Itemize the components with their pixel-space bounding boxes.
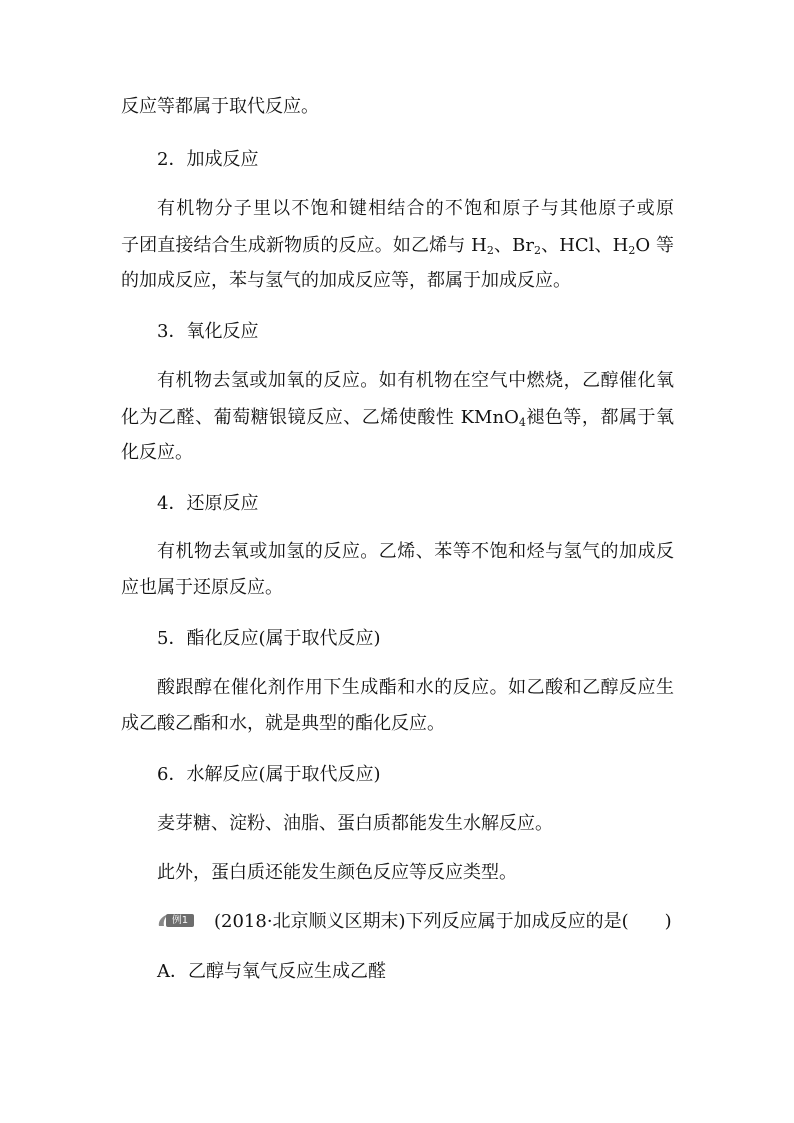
example-question-text: (2018·北京顺义区期末)下列反应属于加成反应的是( ) — [214, 911, 672, 932]
paragraph-line: 有机物去氧或加氢的反应。乙烯、苯等不饱和烃与氢气的加成反 — [157, 541, 674, 562]
paragraph-line: 子团直接结合生成新物质的反应。如乙烯与 $H_2$、$Br_2$、HCl、$H_2O$ 等 — [121, 235, 674, 257]
paragraph-line: 麦芽糖、淀粉、油脂、蛋白质都能发生水解反应。 — [157, 813, 553, 834]
section-heading-esterification: 5．酯化反应(属于取代反应) — [157, 628, 381, 649]
example-badge-label: 例1 — [166, 914, 194, 927]
paragraph-line: 有机物去氢或加氧的反应。如有机物在空气中燃烧，乙醇催化氧 — [157, 370, 674, 391]
paragraph-line: 酸跟醇在催化剂作用下生成酯和水的反应。如乙酸和乙醇反应生 — [157, 677, 674, 698]
section-heading-oxidation: 3．氧化反应 — [157, 321, 259, 342]
paragraph-line: 的加成反应，苯与氢气的加成反应等，都属于加成反应。 — [121, 270, 571, 291]
section-heading-addition: 2．加成反应 — [157, 149, 259, 170]
paragraph-line: 应也属于还原反应。 — [121, 577, 283, 598]
paragraph-line: 成乙酸乙酯和水，就是典型的酯化反应。 — [121, 713, 445, 734]
paragraph-line: 化反应。 — [121, 442, 193, 463]
answer-option-a: A．乙醇与氧气反应生成乙醛 — [157, 961, 386, 982]
section-heading-reduction: 4．还原反应 — [157, 493, 259, 514]
paragraph-line: 有机物分子里以不饱和键相结合的不饱和原子与其他原子或原 — [157, 198, 674, 219]
example-badge — [157, 912, 195, 929]
paragraph-line: 反应等都属于取代反应。 — [121, 96, 319, 117]
section-heading-hydrolysis: 6．水解反应(属于取代反应) — [157, 764, 381, 785]
paragraph-line: 化为乙醛、葡萄糖银镜反应、乙烯使酸性 KMnO$_4$褪色等，都属于氧 — [121, 407, 675, 429]
paragraph-line: 此外，蛋白质还能发生颜色反应等反应类型。 — [157, 862, 517, 883]
